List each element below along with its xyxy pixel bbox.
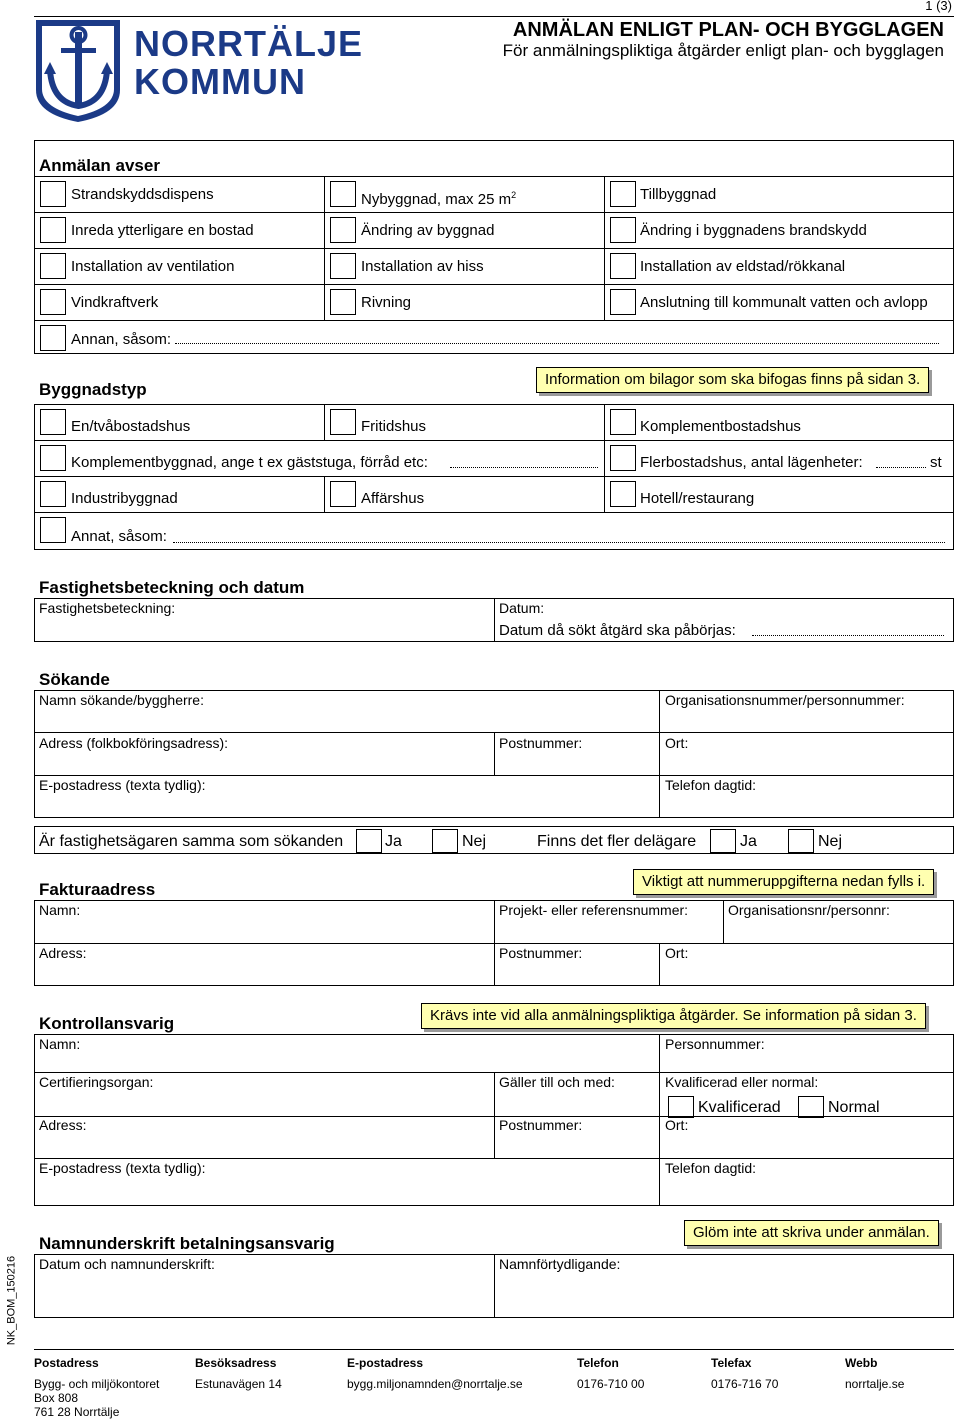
label-kontroll-telefon: Telefon dagtid: (665, 1160, 757, 1176)
checkbox-kvalificerad[interactable] (668, 1096, 694, 1118)
label-affarshus: Affärshus (361, 490, 425, 507)
label-rivning: Rivning (361, 294, 412, 311)
label-namn-sokande: Namn sökande/byggherre: (39, 692, 204, 708)
fastighet-heading: Fastighetsbeteckning och datum (39, 578, 305, 597)
form-title: ANMÄLAN ENLIGT PLAN- OCH BYGGLAGEN (512, 19, 944, 41)
checkbox-ventilation[interactable] (40, 253, 66, 279)
label-vatten-avlopp: Anslutning till kommunalt vatten och avlopp (640, 294, 928, 311)
checkbox-delagare-ja[interactable] (710, 829, 736, 853)
label-faktura-ort: Ort: (665, 945, 689, 961)
kontroll-info-box: Krävs inte vid alla anmälningspliktiga åtgärder. Se information på sidan 3. (421, 1003, 926, 1029)
checkbox-normal[interactable] (798, 1096, 824, 1118)
checkbox-vatten-avlopp[interactable] (610, 289, 636, 315)
label-hotell: Hotell/restaurang (640, 490, 755, 507)
checkbox-tillbyggnad[interactable] (610, 181, 636, 207)
label-flerbostad: Flerbostadshus, antal lägenheter: (640, 454, 863, 471)
form-subtitle: För anmälningspliktiga åtgärder enligt plan- och bygglagen (502, 41, 944, 60)
label-ventilation: Installation av ventilation (71, 258, 235, 275)
superscript-2: 2 (511, 190, 517, 200)
lagenheter-field[interactable] (876, 460, 926, 468)
komplementbyggnad-field[interactable] (450, 460, 598, 468)
checkbox-agare-nej[interactable] (432, 829, 458, 853)
nummer-info-box: Viktigt att nummeruppgifterna nedan fylls i. (633, 869, 934, 895)
footer-postadress-1: Bygg- och miljökontoret (34, 1377, 160, 1391)
anmalan-heading: Anmälan avser (39, 156, 160, 175)
checkbox-andring[interactable] (330, 217, 356, 243)
checkbox-strandskydd[interactable] (40, 181, 66, 207)
label-telefon: Telefon dagtid: (665, 777, 757, 793)
checkbox-hotell[interactable] (610, 481, 636, 507)
label-delagare-question: Finns det fler delägare (537, 833, 697, 850)
footer-telefon-heading: Telefon (577, 1356, 619, 1370)
label-hiss: Installation av hiss (361, 258, 484, 275)
label-industri: Industribyggnad (71, 490, 178, 507)
label-adress: Adress (folkbokföringsadress): (39, 735, 229, 751)
label-agare-ja: Ja (385, 833, 402, 850)
header-frame (34, 16, 954, 126)
byggnadstyp-heading: Byggnadstyp (39, 380, 147, 399)
label-annat: Annat, såsom: (71, 528, 167, 545)
label-kontroll-ort: Ort: (665, 1117, 689, 1133)
label-kvalificerad: Kvalificerad (698, 1099, 781, 1116)
checkbox-agare-ja[interactable] (356, 829, 382, 853)
footer-telefax-heading: Telefax (711, 1356, 752, 1370)
checkbox-nybyggnad[interactable] (330, 181, 356, 207)
logo-text-1: NORRTÄLJE (134, 23, 364, 64)
checkbox-affarshus[interactable] (330, 481, 356, 507)
label-namnfortydligande: Namnförtydligande: (499, 1256, 621, 1272)
label-faktura-ref: Projekt- eller referensnummer: (499, 902, 689, 918)
label-faktura-postnr: Postnummer: (499, 945, 583, 961)
checkbox-vindkraft[interactable] (40, 289, 66, 315)
label-delagare-nej: Nej (818, 833, 843, 850)
side-code: NK_BOM_150216 (5, 1255, 18, 1346)
label-st: st (930, 454, 942, 471)
page-number: 1 (3) (925, 0, 952, 13)
label-kontroll-personnr: Personnummer: (665, 1036, 765, 1052)
signera-info-box: Glöm inte att skriva under anmälan. (684, 1220, 939, 1246)
label-kontroll-postnr: Postnummer: (499, 1117, 583, 1133)
logo-text-2: KOMMUN (134, 61, 306, 102)
checkbox-fritidshus[interactable] (330, 409, 356, 435)
label-bostad: Inreda ytterligare en bostad (71, 222, 254, 239)
label-normal: Normal (828, 1099, 880, 1116)
kontroll-heading: Kontrollansvarig (39, 1014, 175, 1033)
label-orgnr: Organisationsnummer/personnummer: (665, 692, 905, 708)
footer-epost-heading: E-postadress (347, 1356, 424, 1370)
label-faktura-orgnr: Organisationsnr/personnr: (728, 902, 890, 918)
label-kontroll-adress: Adress: (39, 1117, 87, 1133)
footer-postadress-2: Box 808 (34, 1391, 79, 1405)
label-en-tvabostad: En/tvåbostadshus (71, 418, 191, 435)
label-tillbyggnad: Tillbyggnad (640, 186, 717, 203)
label-agare-question: Är fastighetsägaren samma som sökanden (39, 833, 344, 850)
checkbox-hiss[interactable] (330, 253, 356, 279)
label-datum-underskrift: Datum och namnunderskrift: (39, 1256, 215, 1272)
label-kvalificerad-question: Kvalificerad eller normal: (665, 1074, 819, 1090)
footer-besok: Estunavägen 14 (195, 1377, 282, 1391)
label-annan: Annan, såsom: (71, 331, 172, 348)
label-postnummer: Postnummer: (499, 735, 583, 751)
checkbox-flerbostad[interactable] (610, 445, 636, 471)
annat-field[interactable] (173, 535, 945, 543)
annan-field[interactable] (175, 336, 939, 344)
label-strandskydd: Strandskyddsdispens (71, 186, 214, 203)
footer-webb-heading: Webb (845, 1356, 878, 1370)
checkbox-rivning[interactable] (330, 289, 356, 315)
bilagor-info-box: Information om bilagor som ska bifogas finns på sidan 3. (536, 367, 929, 393)
label-delagare-ja: Ja (740, 833, 757, 850)
checkbox-en-tvabostad[interactable] (40, 409, 66, 435)
label-paborjas: Datum då sökt åtgärd ska påbörjas: (499, 622, 736, 639)
label-faktura-adress: Adress: (39, 945, 87, 961)
footer-webb-link[interactable]: norrtalje.se (845, 1377, 905, 1391)
label-ort: Ort: (665, 735, 689, 751)
label-fritidshus: Fritidshus (361, 418, 427, 435)
faktura-heading: Fakturaadress (39, 880, 156, 899)
anmalan-section (34, 140, 954, 354)
checkbox-brandskydd[interactable] (610, 217, 636, 243)
footer-postadress-heading: Postadress (34, 1356, 99, 1370)
label-nybyggnad: Nybyggnad, max 25 $m^2$ (361, 190, 517, 208)
label-fastighetsbeteckning: Fastighetsbeteckning: (39, 600, 176, 616)
footer-telefax: 0176-716 70 (711, 1377, 779, 1391)
footer-telefon: 0176-710 00 (577, 1377, 645, 1391)
checkbox-delagare-nej[interactable] (788, 829, 814, 853)
label-vindkraft: Vindkraftverk (71, 294, 159, 311)
checkbox-komplementbyggnad[interactable] (40, 445, 66, 471)
paborjas-field[interactable] (752, 628, 944, 636)
label-faktura-namn: Namn: (39, 902, 81, 918)
sokande-heading: Sökande (39, 670, 110, 689)
footer-postadress-3: 761 28 Norrtälje (34, 1405, 120, 1419)
checkbox-bostad[interactable] (40, 217, 66, 243)
label-giltig: Gäller till och med: (499, 1074, 615, 1090)
label-agare-nej: Nej (462, 833, 487, 850)
label-komplementbyggnad: Komplementbyggnad, ange t ex gäststuga, förråd etc: (71, 454, 428, 471)
underskrift-heading: Namnunderskrift betalningsansvarig (39, 1234, 335, 1253)
checkbox-komplementbostad[interactable] (610, 409, 636, 435)
label-komplementbostad: Komplementbostadshus (640, 418, 801, 435)
checkbox-annat[interactable] (40, 517, 66, 543)
label-kontroll-namn: Namn: (39, 1036, 81, 1052)
checkbox-eldstad[interactable] (610, 253, 636, 279)
checkbox-annan[interactable] (40, 325, 66, 351)
label-eldstad: Installation av eldstad/rökkanal (640, 258, 846, 275)
footer-besok-heading: Besöksadress (195, 1356, 277, 1370)
label-kontroll-epost: E-postadress (texta tydlig): (39, 1160, 206, 1176)
footer-epost-link[interactable]: bygg.miljonamnden@norrtalje.se (347, 1377, 523, 1391)
checkbox-industri[interactable] (40, 481, 66, 507)
label-epost: E-postadress (texta tydlig): (39, 777, 206, 793)
label-certifiering: Certifieringsorgan: (39, 1074, 154, 1090)
label-andring: Ändring av byggnad (361, 222, 495, 239)
label-brandskydd: Ändring i byggnadens brandskydd (640, 222, 867, 239)
label-datum: Datum: (499, 600, 545, 616)
